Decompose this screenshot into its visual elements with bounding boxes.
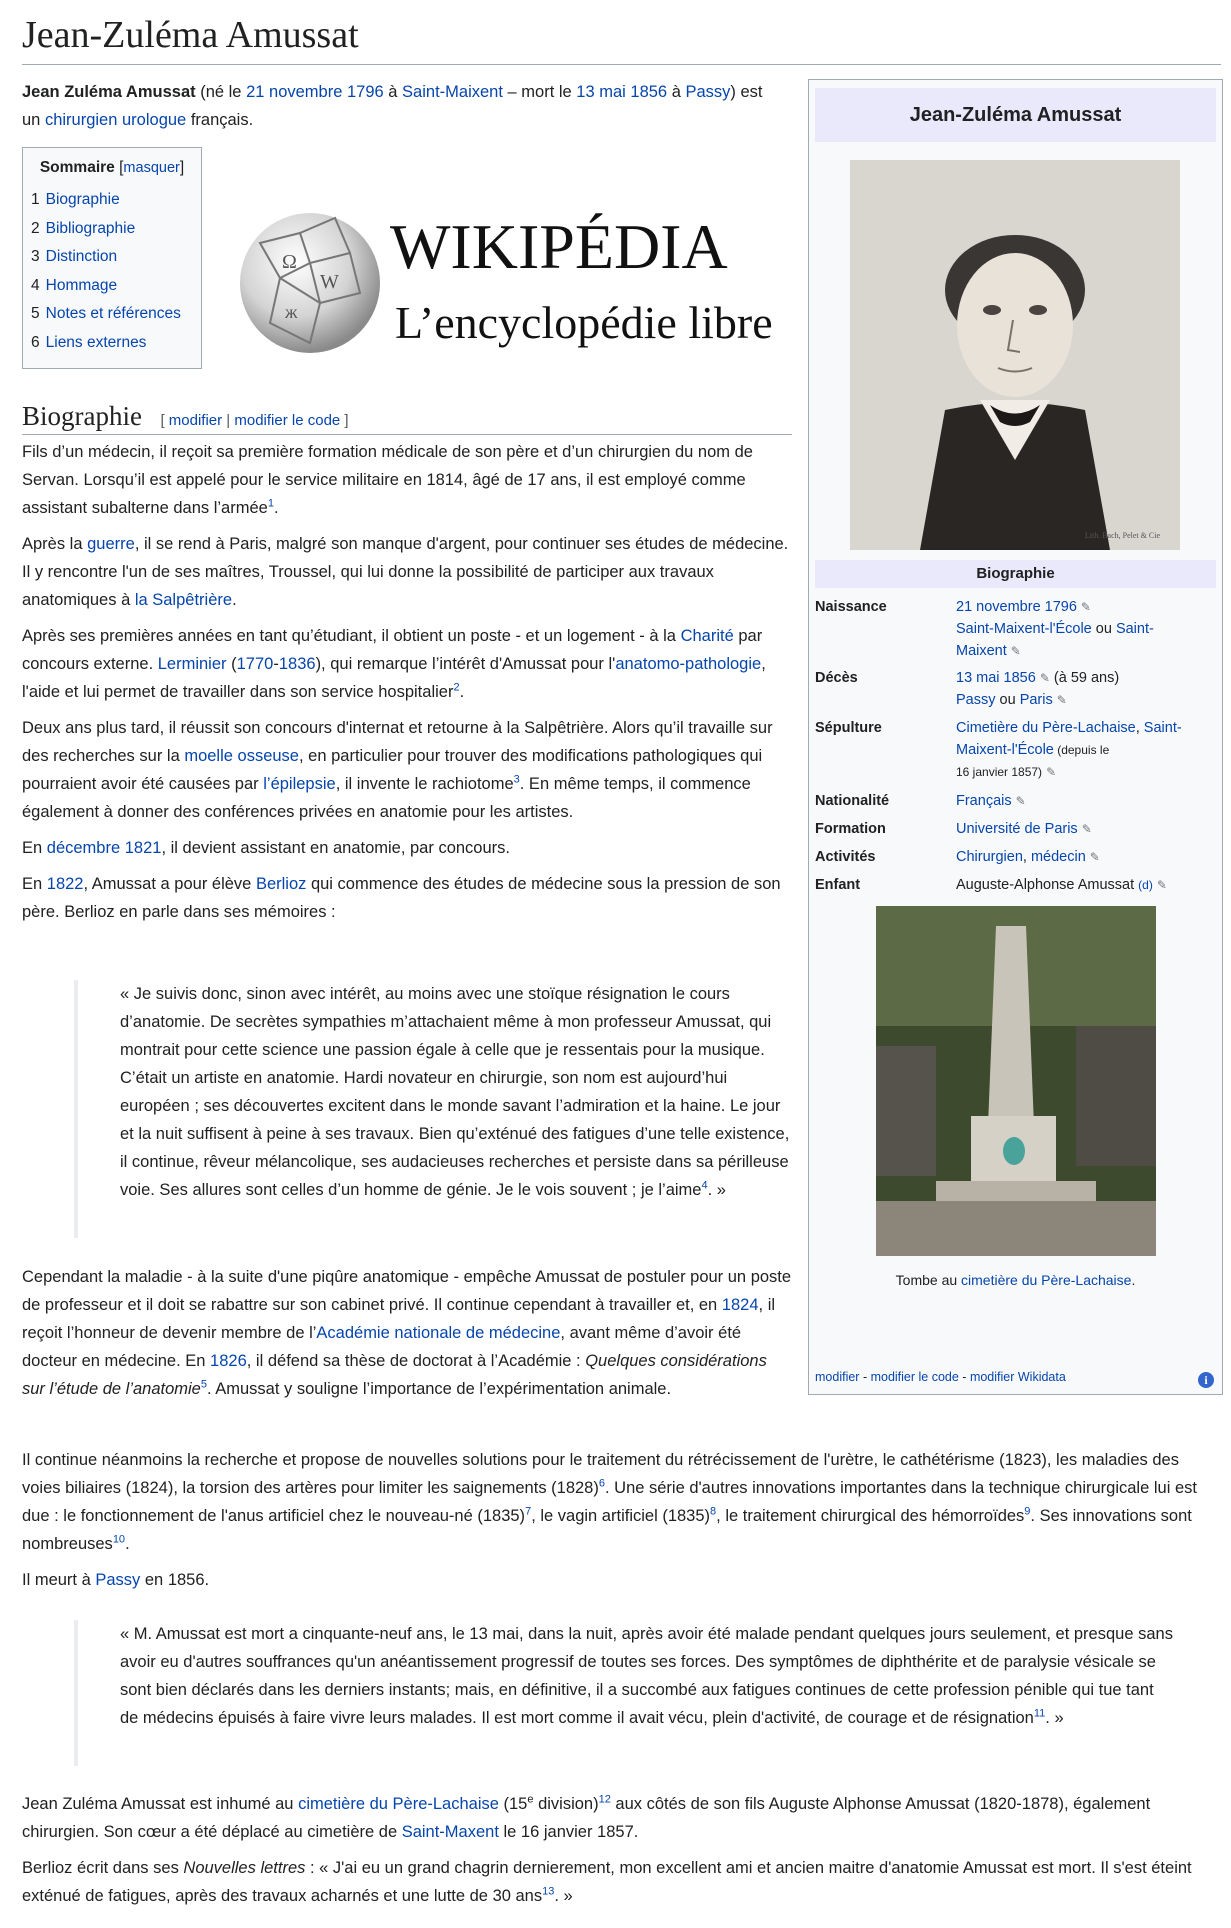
toc-number: 5 — [31, 305, 40, 323]
info-icon[interactable]: i — [1198, 1372, 1214, 1388]
text: Cependant la maladie - à la suite d'une piqûre anatomique - empêche Amussat de postuler pour un poste de professeur et il doit se rabattre sur son cabinet privé. Il continue cependant à travailler et, en — [22, 1268, 792, 1314]
section-title: Biographie — [22, 401, 142, 431]
wikipedia-logo — [240, 183, 780, 383]
link-death-place-alt[interactable]: Paris — [1019, 692, 1053, 708]
reference[interactable]: 7 — [525, 1505, 532, 1518]
link-passy[interactable]: Passy — [95, 1571, 141, 1589]
text: division) — [533, 1795, 599, 1813]
pencil-icon[interactable]: ✎ — [1080, 600, 1091, 614]
text: , l'aide et lui permet de travailler dans son service hospitalier — [22, 655, 766, 701]
biography-body-4 — [22, 1790, 1212, 1918]
link-death-date[interactable]: 13 mai 1856 — [576, 83, 668, 101]
text: aux côtés de son fils Auguste Alphonse Amussat (1820-1878), également chirurgien. Son cœur a été déplacé au cimetière de — [22, 1795, 1151, 1841]
link-1770[interactable]: 1770 — [236, 655, 274, 673]
text: (15 — [498, 1795, 528, 1813]
svg-text:L’encyclopédie libre: L’encyclopédie libre — [395, 297, 773, 348]
text: 16 janvier 1857) — [956, 765, 1043, 779]
toc-item[interactable] — [31, 243, 193, 272]
row-value — [956, 596, 1216, 662]
toc-hide-toggle[interactable]: masquer — [123, 160, 180, 176]
text: , — [1022, 849, 1031, 865]
text: Après ses premières années en tant qu’étudiant, il obtient un poste - et un logement - à la — [22, 627, 681, 645]
text: – mort le — [502, 83, 577, 101]
text: En — [22, 839, 47, 857]
toc-item[interactable] — [31, 300, 193, 329]
link-1822[interactable]: 1822 — [46, 875, 84, 893]
blockquote-berlioz — [74, 980, 794, 1238]
text: par concours externe. — [22, 627, 763, 673]
text: ou — [1091, 621, 1116, 637]
pencil-icon[interactable]: ✎ — [1039, 671, 1050, 685]
reference[interactable]: 4 — [701, 1179, 708, 1192]
link-saint-maxent[interactable]: Saint-Maxent — [401, 1823, 499, 1841]
infobox-row-naissance — [815, 596, 1216, 666]
infobox-section-header: Biographie — [815, 560, 1216, 588]
text: . » — [707, 1181, 726, 1199]
text: à — [667, 83, 686, 101]
reference[interactable]: 12 — [598, 1793, 611, 1806]
link-medecin[interactable]: médecin — [1030, 849, 1086, 865]
link-academie-medecine[interactable]: Académie nationale de médecine — [316, 1324, 561, 1342]
text: . Une série d'autres innovations importantes dans la technique chirurgicale lui est due : le fonctionnement de l'anus artificiel chez le nouveau-né (1835) — [22, 1479, 1197, 1525]
row-label: Enfant — [815, 877, 861, 893]
link-birth-date[interactable]: 21 novembre 1796 — [246, 83, 384, 101]
link-chirurgien[interactable]: chirurgien — [44, 111, 118, 129]
lead-name: Jean Zuléma Amussat — [22, 83, 196, 101]
link-moelle-osseuse[interactable]: moelle osseuse — [184, 747, 299, 765]
text: (né le — [195, 83, 247, 101]
book-title: Nouvelles lettres — [183, 1859, 306, 1877]
text: . » — [1045, 1709, 1064, 1727]
toc-number: 6 — [31, 333, 40, 351]
toc-item[interactable] — [31, 272, 193, 301]
text: , il se rend à Paris, malgré son manque d'argent, pour continuer ses études de médecine. Il y rencontre l'un de ses maîtres, Troussel, qui lui donne la possibilité de participer aux travaux anatomiques à — [22, 535, 789, 609]
row-label: Formation — [815, 821, 886, 837]
text: , Amussat a pour élève — [83, 875, 256, 893]
edit-wikidata-link[interactable]: modifier Wikidata — [969, 1370, 1066, 1384]
text: Berlioz écrit dans ses — [22, 1859, 184, 1877]
text: , il devient assistant en anatomie, par concours. — [161, 839, 510, 857]
edit-link[interactable]: modifier — [815, 1370, 860, 1384]
link-chirurgien[interactable]: Chirurgien — [956, 849, 1023, 865]
text: . — [1131, 1272, 1136, 1288]
link-1824[interactable]: 1824 — [721, 1296, 759, 1314]
toc-item[interactable] — [31, 186, 193, 215]
thesis-title: Quelques considérations sur l’étude de l’anatomie — [22, 1352, 767, 1398]
paragraph — [22, 1263, 794, 1403]
portrait-drawing — [850, 160, 1180, 550]
infobox-title: Jean-Zuléma Amussat — [815, 88, 1216, 142]
toc-link-bibliographie[interactable]: Bibliographie — [45, 219, 136, 237]
text: . » — [554, 1887, 573, 1905]
text: Il continue néanmoins la recherche et propose de nouvelles solutions pour le traitement du rétrécissement de l'urètre, le cathétérisme (1823), les maladies des voies biliaires (1824), la torsion des artères pour limiter les saignements (1828) — [22, 1451, 1179, 1497]
text: Après la — [22, 535, 88, 553]
reference[interactable]: 5 — [200, 1378, 207, 1391]
text: En — [22, 875, 47, 893]
text: , — [1135, 720, 1144, 736]
text: en 1856. — [140, 1571, 210, 1589]
link-death-place[interactable]: Passy — [956, 692, 996, 708]
svg-text:Lith. Bach, Pelet & Cie: Lith. Bach, Pelet & Cie — [1084, 531, 1160, 540]
row-label: Naissance — [815, 599, 887, 615]
toc-number: 2 — [31, 219, 40, 237]
text: . En même temps, il commence également à donner des conférences privées en anatomie pour les artistes. — [22, 775, 751, 821]
text: ( — [226, 655, 237, 673]
toc-link-liens[interactable]: Liens externes — [45, 333, 147, 351]
paragraph — [22, 834, 794, 862]
link-cemetery[interactable]: Cimetière du Père-Lachaise — [956, 720, 1136, 736]
toc-bracket: [ — [119, 159, 124, 176]
row-value — [956, 846, 1216, 868]
bracket: [ — [160, 412, 169, 429]
reference[interactable]: 6 — [598, 1477, 605, 1490]
toc-link-distinction[interactable]: Distinction — [45, 248, 118, 266]
text: , le vagin artificiel (1835) — [531, 1507, 711, 1525]
toc-bracket: ] — [179, 159, 185, 176]
toc-item[interactable] — [31, 329, 193, 358]
infobox — [808, 79, 1223, 1395]
toc-item[interactable] — [31, 215, 193, 244]
reference[interactable]: 2 — [453, 681, 460, 694]
link-urologue[interactable]: urologue — [122, 111, 187, 129]
paragraph — [22, 438, 794, 522]
text: . — [125, 1535, 130, 1553]
link-charite[interactable]: Charité — [680, 627, 734, 645]
row-label: Sépulture — [815, 720, 882, 736]
infobox-row-activites — [815, 846, 1216, 870]
text: . — [459, 683, 465, 701]
paragraph — [22, 870, 794, 926]
text: , il invente le rachiotome — [335, 775, 514, 793]
row-value — [956, 874, 1216, 896]
text: . — [273, 499, 279, 517]
link-birth-place[interactable]: Saint-Maixent — [402, 83, 503, 101]
pencil-icon[interactable]: ✎ — [1156, 878, 1167, 892]
text: Il meurt à — [22, 1571, 96, 1589]
svg-text:ж: ж — [285, 302, 298, 322]
section-heading-biographie — [22, 398, 792, 435]
reference[interactable]: 9 — [1024, 1505, 1031, 1518]
paragraph — [22, 530, 794, 614]
tomb-photo — [876, 906, 1156, 1256]
text: . — [232, 591, 237, 609]
row-value — [956, 818, 1216, 840]
separator: | — [222, 412, 235, 429]
paragraph — [22, 1854, 1212, 1910]
quote-text: « M. Amussat est mort a cinquante-neuf ans, le 13 mai, dans la nuit, après avoir été malade pendant quelques jours seulement, et presque sans avoir eu d'autres souffrances qu'un anéantissement progressif de toutes ses forces. Des symptômes de diphthérite et de paralysie vésicale se sont bien déclarés dans les derniers instants; mais, en définitive, il a succombé aux fatigues continues de cette profession pénible qui tue tant de médecins épuisés à faire vivre leurs malades. Il est mort comme il avait vécu, plein d'activité, de courage et de résignation — [120, 1625, 1173, 1727]
pencil-icon[interactable]: ✎ — [1089, 850, 1100, 864]
toc-number: 1 — [31, 191, 40, 208]
svg-text:WIKIPÉDIA: WIKIPÉDIA — [390, 211, 728, 282]
link-pere-lachaise[interactable]: cimetière du Père-Lachaise — [961, 1272, 1132, 1288]
pencil-icon[interactable]: ✎ — [1081, 822, 1092, 836]
reference[interactable]: 13 — [542, 1885, 555, 1898]
wikipedia-globe-icon — [240, 183, 780, 383]
paragraph — [22, 622, 794, 706]
text: . Ses innovations sont nombreuses — [22, 1507, 1192, 1553]
paragraph — [22, 1446, 1212, 1558]
infobox-row-formation — [815, 818, 1216, 842]
link-birth-date[interactable]: 21 novembre 1796 — [956, 599, 1077, 615]
row-value — [956, 717, 1216, 783]
edit-link[interactable]: modifier — [168, 412, 223, 429]
text: ), qui remarque l’intérêt d'Amussat pour l' — [315, 655, 616, 673]
reference[interactable]: 1 — [267, 497, 274, 510]
reference[interactable]: 10 — [112, 1533, 126, 1546]
text: : « J'ai eu un grand chagrin dernierement, mon excellent ami et ancien maitre d'anatomie Amussat est mort. Il s'est éteint exténué de fatigues, après des travaux acharnés et une lutte de 30 ans — [22, 1859, 1192, 1905]
paragraph — [22, 714, 794, 826]
toc-link-hommage[interactable]: Hommage — [45, 276, 118, 294]
bracket: ] — [340, 412, 349, 429]
paragraph — [22, 1566, 1212, 1594]
link-1826[interactable]: 1826 — [210, 1352, 247, 1370]
text: . Amussat y souligne l’importance de l’expérimentation animale. — [206, 1380, 672, 1398]
text: (à 59 ans) — [1049, 670, 1120, 686]
child-name: Auguste-Alphonse Amussat — [956, 877, 1135, 893]
toc-title: Sommaire — [39, 159, 115, 176]
link-epilepsie[interactable]: l’épilepsie — [263, 775, 336, 793]
page-title: Jean-Zuléma Amussat — [22, 12, 1221, 65]
row-label: Décès — [815, 670, 858, 686]
text: , il reçoit l’honneur de devenir membre de l’ — [22, 1296, 776, 1342]
pencil-icon[interactable]: ✎ — [1046, 765, 1057, 779]
text: - — [273, 655, 279, 673]
toc-header — [31, 156, 193, 180]
superscript: e — [527, 1793, 534, 1806]
pencil-icon[interactable]: ✎ — [1010, 644, 1021, 658]
text: Jean Zuléma Amussat est inhumé au — [22, 1795, 299, 1813]
text: le 16 janvier 1857. — [498, 1823, 639, 1841]
link-salpetriere[interactable]: la Salpêtrière — [134, 591, 233, 609]
toc-link-biographie[interactable]: Biographie — [45, 191, 120, 208]
section-edit-links — [160, 412, 348, 429]
link-death-date[interactable]: 13 mai 1856 — [956, 670, 1036, 686]
infobox-row-sepulture — [815, 717, 1216, 787]
wikidata-link[interactable]: (d) — [1138, 878, 1153, 892]
link-berlioz[interactable]: Berlioz — [255, 875, 307, 893]
link-pere-lachaise[interactable]: cimetière du Père-Lachaise — [298, 1795, 499, 1813]
text: Deux ans plus tard, il réussit son concours d'internat et retourne à la Salpêtrière. Alors qu’il travaille sur des recherches sur la — [22, 719, 773, 765]
row-value — [956, 667, 1216, 711]
infobox-row-deces — [815, 667, 1216, 715]
blockquote-obituary — [74, 1620, 1174, 1766]
link-1836[interactable]: 1836 — [278, 655, 316, 673]
text: , avant même d’avoir été docteur en médecine. En — [22, 1324, 742, 1370]
edit-source-link[interactable]: modifier le code — [234, 412, 341, 429]
lead-paragraph — [22, 78, 782, 142]
text: français. — [186, 111, 254, 129]
toc-number: 4 — [31, 276, 40, 294]
biography-body — [22, 438, 794, 934]
table-of-contents — [22, 147, 202, 369]
paragraph — [22, 1790, 1212, 1846]
link-guerre[interactable]: guerre — [87, 535, 135, 553]
link-decembre-1821[interactable]: décembre 1821 — [46, 839, 162, 857]
toc-number: 3 — [31, 248, 40, 266]
reference[interactable]: 11 — [1033, 1707, 1046, 1720]
pencil-icon[interactable]: ✎ — [1015, 794, 1026, 808]
svg-text:W: W — [320, 271, 339, 293]
text: , le traitement chirurgical des hémorroïdes — [716, 1507, 1025, 1525]
text: Fils d’un médecin, il reçoit sa première formation médicale de son père et d’un chirurgien du nom de Servan. Lorsqu’il est appelé pour le service militaire en 1814, âgé de 17 ans, il est employé comme assistant subalterne dans l’armée — [22, 443, 753, 517]
biography-body-3 — [22, 1446, 1212, 1602]
link-birth-place-alt[interactable]: Saint-Maixent — [956, 621, 1154, 659]
text: ) est un — [22, 83, 763, 129]
text: (depuis le — [1053, 743, 1110, 757]
row-label: Activités — [815, 849, 876, 865]
row-label: Nationalité — [815, 793, 890, 809]
portrait-image[interactable] — [850, 160, 1180, 550]
pencil-icon[interactable]: ✎ — [1056, 693, 1067, 707]
text: , il défend sa thèse de doctorat à l’Académie : — [246, 1352, 586, 1370]
text: à — [383, 83, 403, 101]
reference[interactable]: 8 — [710, 1505, 717, 1518]
edit-source-link[interactable]: modifier le code — [870, 1370, 959, 1384]
biography-body-2 — [22, 1263, 794, 1411]
svg-text:Ω: Ω — [282, 251, 297, 273]
text: Tombe au — [895, 1272, 962, 1288]
link-lerminier[interactable]: Lerminier — [157, 655, 227, 673]
infobox-row-nationalite — [815, 790, 1216, 814]
link-saint-maixent[interactable]: Saint-Maixent-l'École — [956, 720, 1182, 758]
text: , en particulier pour trouver des modifications pathologiques qui pourraient avoir été causées par — [22, 747, 763, 793]
separator: - — [958, 1370, 970, 1384]
reference[interactable]: 3 — [513, 773, 520, 786]
text: qui commence des études de médecine sous la pression de son père. Berlioz en parle dans ses mémoires : — [22, 875, 781, 921]
tomb-caption — [815, 1272, 1216, 1288]
link-birth-place[interactable]: Saint-Maixent-l'École — [956, 621, 1092, 637]
row-value — [956, 790, 1216, 812]
text: ou — [995, 692, 1020, 708]
tomb-image[interactable] — [876, 906, 1156, 1256]
link-death-place[interactable]: Passy — [685, 83, 731, 101]
link-francais[interactable]: Français — [956, 793, 1012, 809]
infobox-footer — [815, 1370, 1216, 1384]
link-anatomo-pathologie[interactable]: anatomo-pathologie — [615, 655, 762, 673]
quote-text: « Je suivis donc, sinon avec intérêt, au moins avec une stoïque résignation le cours d’anatomie. De secrètes sympathies m’attachaient même à mon professeur Amussat, qui montrait pour cette science une passion égale à celle que je ressentais pour la musique. C’était un artiste en anatomie. Hardi novateur en chirurgie, son nom est aujourd’hui européen ; ses découvertes excitent dans le monde savant l’admiration et la haine. Le jour et la nuit suffisent à peine à ses travaux. Bien qu’exténué des fatigues d’une telle existence, il continue, rêveur mélancolique, ses audacieuses recherches et persiste dans sa périlleuse voie. Ses allures sont celles d’un homme de génie. Je le vois souvent ; je l’aime — [120, 985, 790, 1199]
toc-link-notes[interactable]: Notes et références — [45, 305, 181, 323]
separator: - — [859, 1370, 871, 1384]
link-universite[interactable]: Université de Paris — [956, 821, 1078, 837]
infobox-row-enfant — [815, 874, 1216, 898]
